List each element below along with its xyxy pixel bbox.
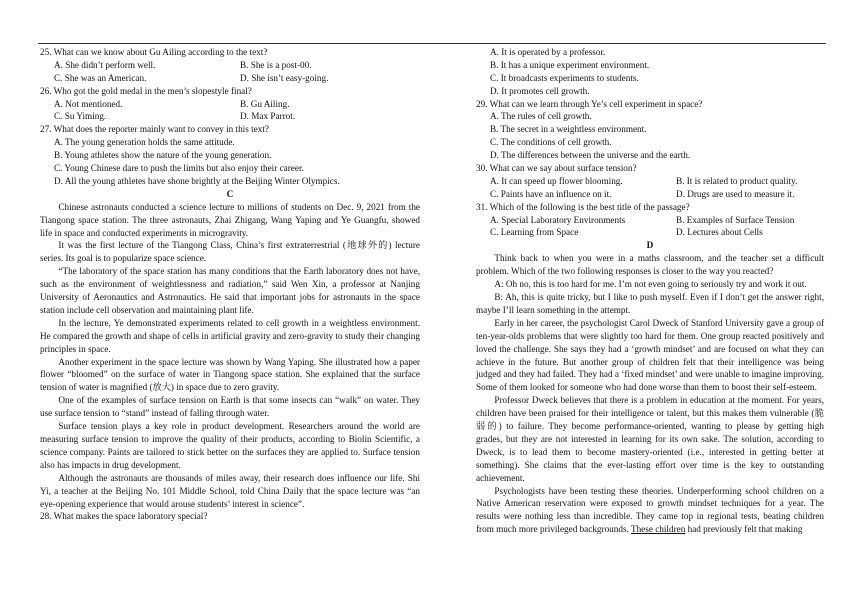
option: D. She isn’t easy-going. — [240, 72, 329, 83]
option: A. Special Laboratory Environments — [490, 214, 626, 225]
option: B. It has a unique experiment environment. — [490, 59, 650, 70]
option: A. It can speed up flower blooming. — [490, 175, 623, 186]
question-30-options-ab — [476, 175, 824, 188]
option: A. The young generation holds the same attitude. — [54, 137, 235, 148]
passage-paragraph: One of the examples of surface tension on Earth is that some insects can “walk” on water. They use surface tension to “stand” instead of falling through water. — [40, 395, 420, 419]
option: A. Not mentioned. — [54, 98, 123, 109]
passage-paragraph: Surface tension plays a key role in product development. Researchers around the world are measuring surface tension to improve the quality of their products, according to Biolin Scientific, a science company. Paints are tailored to stick better on the surfaces they are applied to. Surface tension also has impacts in drug development. — [40, 421, 420, 470]
option: B. Gu Ailing. — [240, 98, 290, 109]
question-27-stem: 27. What does the reporter mainly want to convey in this text? — [40, 124, 269, 135]
question-25-stem: 25. What can we know about Gu Ailing according to the text? — [40, 47, 268, 57]
option: A. She didn’t perform well. — [54, 59, 156, 70]
question-26-options-cd — [40, 110, 420, 123]
passage-paragraph: A: Oh no, this is too hard for me. I’m not even going to seriously try and work it out. — [494, 279, 807, 290]
underlined-phrase: These children — [630, 524, 686, 535]
option: B. She is a post-00. — [240, 59, 312, 70]
question-30-stem: 30. What can we say about surface tension? — [476, 163, 637, 174]
question-26-stem: 26. Who got the gold medal in the men’s slopestyle final? — [40, 85, 252, 96]
option: A. The rules of cell growth. — [490, 111, 592, 122]
question-25-options-cd — [40, 72, 420, 85]
header-rule — [38, 43, 826, 44]
option: B. The secret in a weightless environment. — [490, 124, 647, 135]
question-31-options-cd — [476, 226, 824, 239]
passage-paragraph — [476, 485, 824, 537]
option: C. The conditions of cell growth. — [490, 137, 612, 148]
option: B. It is related to product quality. — [676, 175, 798, 186]
passage-paragraph: It was the first lecture of the Tiangong Class, China’s first extraterrestrial (地球外的) lecture series. Its goal is to popularize space science. — [40, 240, 420, 264]
question-25-options-ab — [40, 59, 420, 72]
passage-paragraph: “The laboratory of the space station has many conditions that the Earth laboratory does not have, such as the environment of weightlessness and radiation,” said Wen Xin, a professor at Nanjing University of Aeronautics and Astronautics. He said that important jobs for astronauts in the space station include cell observation and maintaining plant life. — [40, 266, 420, 315]
left-column — [40, 46, 420, 523]
option: D. Drugs are used to measure it. — [676, 188, 795, 199]
question-30-options-cd — [476, 188, 824, 201]
option: D. All the young athletes have shone brightly at the Beijing Winter Olympics. — [54, 175, 340, 186]
option: C. It broadcasts experiments to students. — [490, 72, 639, 83]
option: B. Young athletes show the nature of the young generation. — [54, 150, 272, 161]
passage-paragraph: Early in her career, the psychologist Carol Dweck of Stanford University gave a group of ten-year-olds problems that were slightly too hard for them. One group reacted positively and loved the challenge. She says they had a ‘growth mindset’ and are focused on what they can achieve in the future. But another group of children felt that their intelligence was being judged and they had failed. They had a ‘fixed mindset’ and were unable to imagine improving. Some of them looked for someone who had done worse than them to boost their self-esteem. — [476, 317, 824, 393]
passage-paragraph: B: Ah, this is quite tricky, but I like to push myself. Even if I don’t get the answer right, maybe I’ll learn something in the attempt. — [476, 291, 824, 315]
option: D. It promotes cell growth. — [490, 85, 590, 96]
option: C. Learning from Space — [490, 227, 579, 238]
option: C. Paints have an influence on it. — [490, 188, 612, 199]
option: B. Examples of Surface Tension — [676, 214, 795, 225]
option: C. Su Yiming. — [54, 111, 107, 122]
option: D. The differences between the universe and the earth. — [490, 150, 691, 161]
question-28-stem: 28. What makes the space laboratory special? — [40, 511, 208, 522]
passage-paragraph: Think back to when you were in a maths classroom, and the teacher set a difficult problem. Which of the two following responses is closer to the way you reacted? — [476, 253, 824, 277]
option: A. It is operated by a professor. — [490, 47, 606, 57]
passage-paragraph: Although the astronauts are thousands of miles away, their research does influence our life. Shi Yi, a teacher at the Beijing No. 101 Middle School, told China Daily that the space lecture was “an eye-opening experience that would arouse students’ interest in science”. — [40, 472, 420, 509]
paragraph-text: had previously felt that making — [685, 524, 803, 535]
question-26-options-ab — [40, 98, 420, 111]
question-31-stem: 31. Which of the following is the best title of the passage? — [476, 201, 690, 212]
section-heading-c: C — [226, 188, 234, 199]
passage-paragraph: In the lecture, Ye demonstrated experiments related to cell growth in a weightless environment. He compared the growth and shape of cells in artificial gravity and zero-gravity to study their changing principles in space. — [40, 317, 420, 354]
paragraph-text: Psychologists have been testing these theories. Underperforming school children on a Native American reservation were exposed to growth mindset techniques for a year. The results were nothing less than incredible. They came top in regional tests, beating children from much more privileged backgrounds. — [476, 485, 824, 535]
question-31-options-ab — [476, 214, 824, 227]
option: C. She was an American. — [54, 72, 147, 83]
passage-paragraph: Another experiment in the space lecture was shown by Wang Yaping. She illustrated how a paper flower “bloomed” on the surface of water in Tiangong space station. She explained that the surface tension of water is magnified (放大) in space due to zero gravity. — [40, 356, 420, 393]
passage-paragraph: Professor Dweck believes that there is a problem in education at the moment. For years, children have been praised for their intelligence or talent, but this makes them vulnerable (脆弱的) to failure. They become performance-oriented, wanting to please by getting high grades, but they are not interested in learning for its own sake. The solution, according to Dweck, is to lead them to become mastery-oriented (i.e., interested in getting better at something). She claims that the ever-lasting effort over time is the key to outstanding achievement. — [476, 395, 824, 483]
option: D. Lectures about Cells — [676, 227, 763, 238]
question-29-stem: 29. What can we learn through Ye’s cell experiment in space? — [476, 98, 703, 109]
option: C. Young Chinese dare to push the limits but also enjoy their career. — [54, 163, 304, 174]
right-column — [476, 46, 824, 536]
passage-paragraph: Chinese astronauts conducted a science lecture to millions of students on Dec. 9, 2021 from the Tiangong space station. The three astronauts, Zhai Zhigang, Wang Yaping and Ye Guangfu, showed life in space and conducted experiments in microgravity. — [40, 201, 420, 238]
option: D. Max Parrot. — [240, 111, 296, 122]
section-heading-d: D — [646, 240, 654, 251]
